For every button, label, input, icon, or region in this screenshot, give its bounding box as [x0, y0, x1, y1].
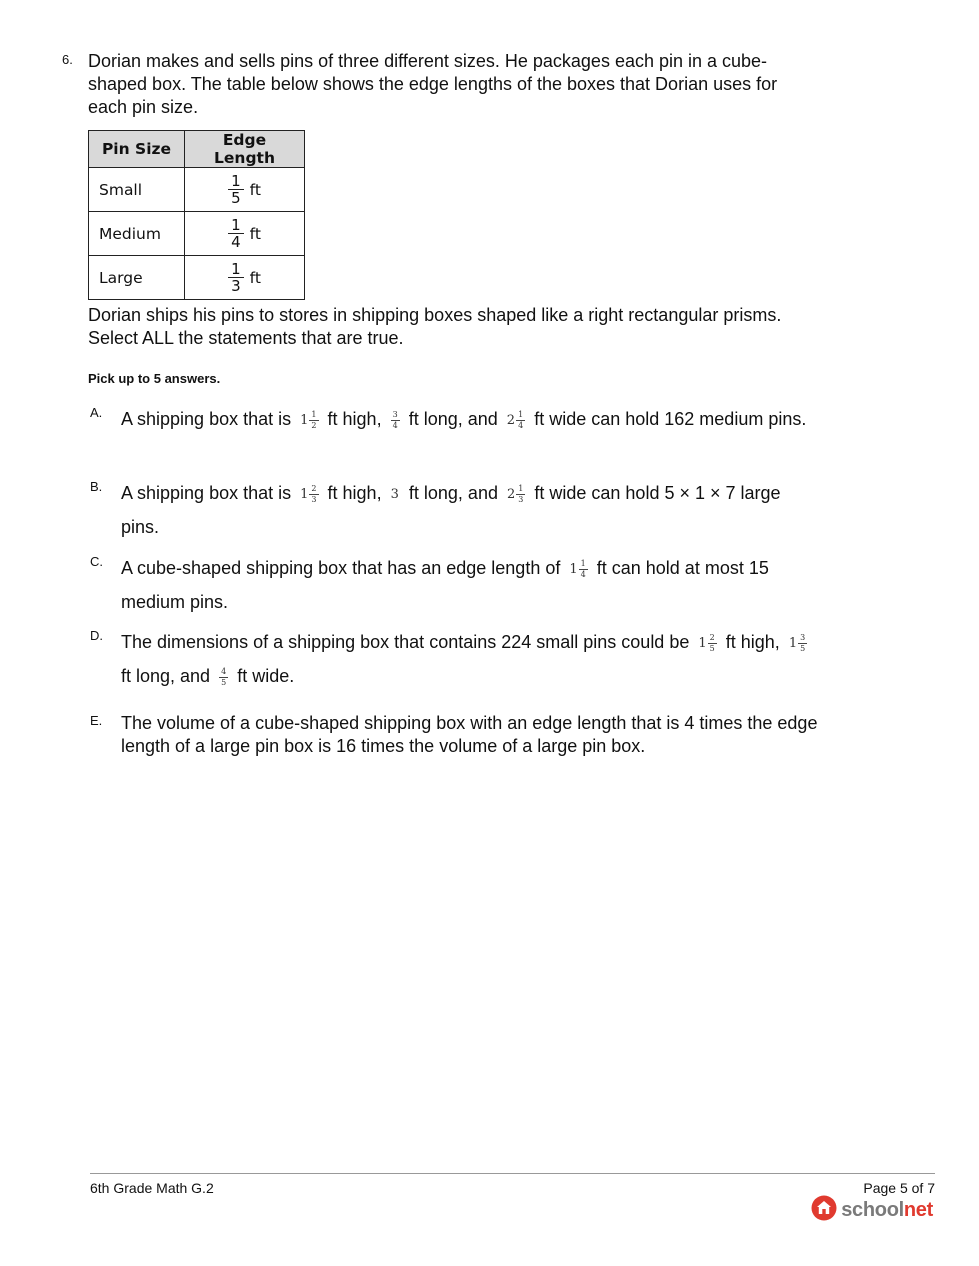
- option-text: A shipping box that is 1 $\frac{2}{3}$ ft high, 3 ft long, and 2 $\frac{1}{3}$ ft wide can hold 5 × 1 × 7 large pins.: [121, 483, 781, 537]
- logo-wordmark: schoolnet: [841, 1199, 933, 1221]
- fraction: $\frac{3}{4}$: [392, 409, 398, 430]
- whole-number: 3: [390, 486, 399, 502]
- option-letter: D.: [90, 628, 103, 643]
- mixed-fraction: 1 $\frac{2}{5}$: [698, 632, 715, 653]
- pin-size-table: [88, 130, 305, 300]
- edge-fraction: $\frac{1}{4}$: [228, 217, 244, 250]
- mixed-fraction: 1 $\frac{3}{5}$: [788, 632, 806, 653]
- edge-length-cell: $\frac{1}{5}$ ft: [185, 168, 305, 212]
- home-icon: [811, 1195, 837, 1226]
- footer-divider: [90, 1173, 935, 1174]
- schoolnet-logo: [811, 1195, 933, 1226]
- option-letter: B.: [90, 479, 103, 494]
- fraction: $\frac{4}{5}$: [221, 666, 227, 687]
- edge-fraction: $\frac{1}{3}$: [228, 261, 244, 294]
- edge-length-cell: $\frac{1}{4}$ ft: [185, 212, 305, 256]
- mixed-fraction: 2 $\frac{1}{3}$: [506, 483, 524, 504]
- option-letter: C.: [90, 554, 103, 569]
- option-letter: E.: [90, 713, 103, 728]
- question-number: 6.: [62, 52, 73, 67]
- pin-size-cell: Medium: [89, 212, 185, 256]
- mixed-fraction: 1 $\frac{1}{4}$: [569, 558, 586, 579]
- pin-size-cell: Large: [89, 256, 185, 300]
- question-stem: Dorian makes and sells pins of three different sizes. He packages each pin in a cube-shaped box. The table below shows the edge lengths of the boxes that Dorian uses for each pin size.: [88, 51, 778, 117]
- shipping-description: Dorian ships his pins to stores in shipping boxes shaped like a right rectangular prisms. Select ALL the statements that are true.: [88, 305, 782, 348]
- mixed-fraction: 2 $\frac{1}{4}$: [506, 409, 524, 430]
- edge-fraction: $\frac{1}{5}$: [228, 173, 244, 206]
- option-text: A shipping box that is 1 $\frac{1}{2}$ ft high, $\frac{3}{4}$ ft long, and 2 $\frac{1}{4}$ ft wide can hold 162 medium pins.: [121, 409, 807, 430]
- pin-size-cell: Small: [89, 168, 185, 212]
- table-header-row: [89, 131, 305, 168]
- header-pin-size: Pin Size: [89, 131, 185, 168]
- mixed-fraction: 1 $\frac{2}{3}$: [300, 483, 317, 504]
- edge-length-cell: $\frac{1}{3}$ ft: [185, 256, 305, 300]
- course-title: 6th Grade Math G.2: [90, 1180, 214, 1196]
- mixed-fraction: 1 $\frac{1}{2}$: [300, 409, 317, 430]
- option-text: A cube-shaped shipping box that has an edge length of 1 $\frac{1}{4}$ ft can hold at most 15 medium pins.: [121, 558, 769, 612]
- option-letter: A.: [90, 405, 103, 420]
- table-row: [89, 168, 305, 212]
- option-text: The volume of a cube-shaped shipping box with an edge length that is 4 times the edge length of a large pin box is 16 times the volume of a large pin box.: [121, 713, 818, 756]
- table-row: [89, 212, 305, 256]
- page-number: Page 5 of 7: [863, 1180, 935, 1196]
- answer-instruction: Pick up to 5 answers.: [88, 371, 221, 386]
- option-text: The dimensions of a shipping box that contains 224 small pins could be 1 $\frac{2}{5}$ ft high, 1 $\frac{3}{5}$ ft long, and $\frac{4}{5}$ ft wide.: [121, 632, 806, 687]
- table-row: [89, 256, 305, 300]
- header-edge-length: Edge Length: [185, 131, 305, 168]
